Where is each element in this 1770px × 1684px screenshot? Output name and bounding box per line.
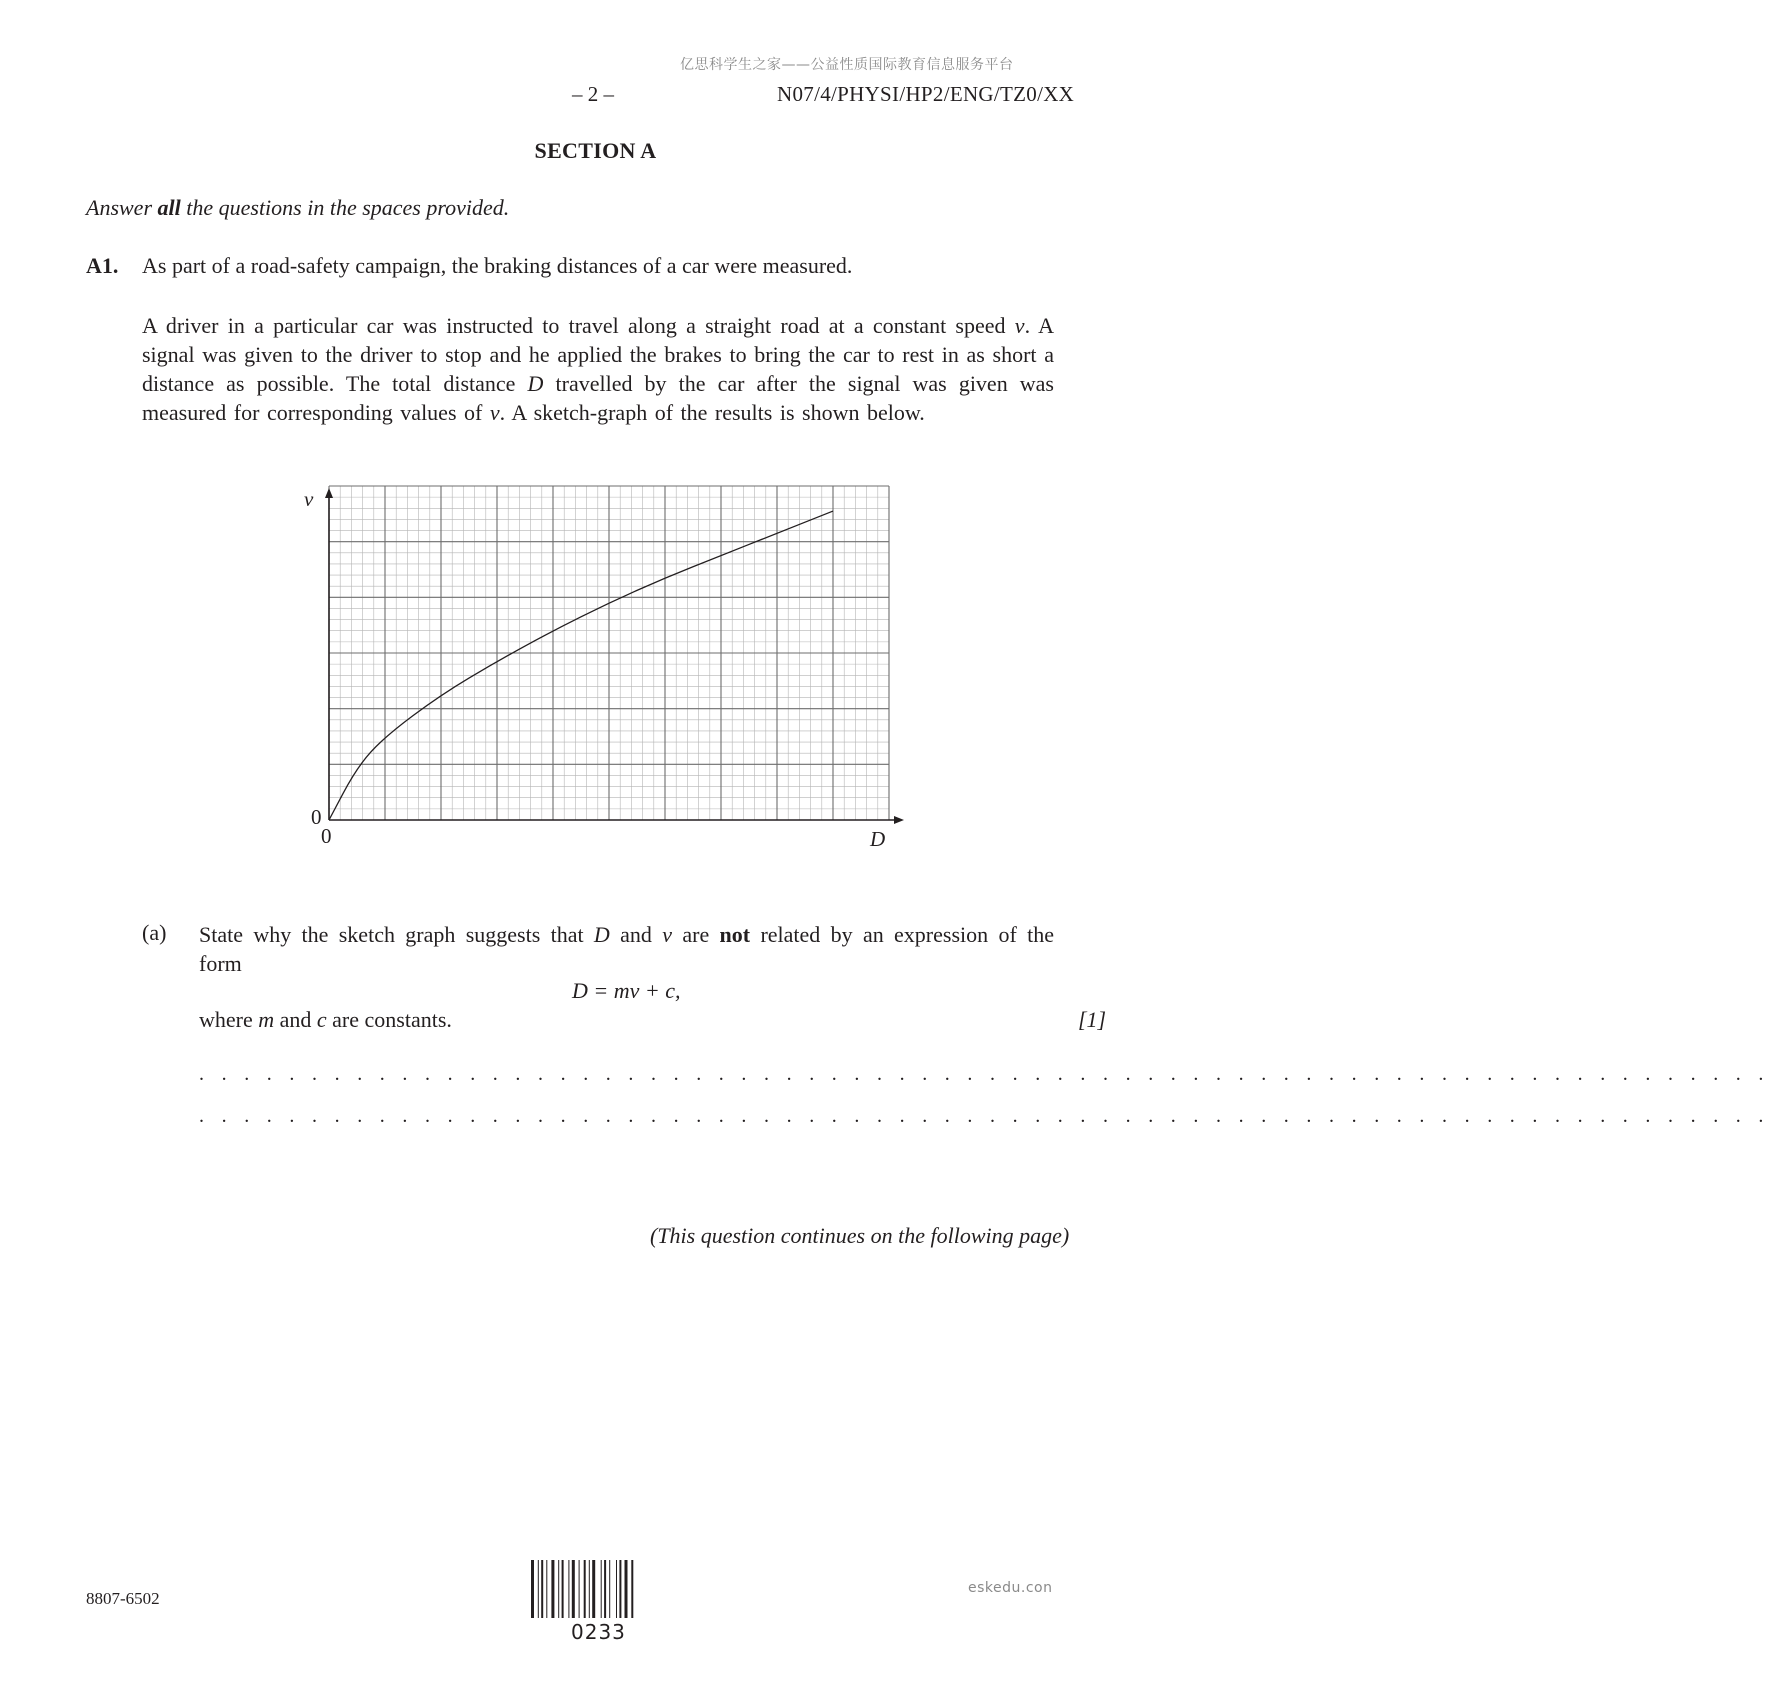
x-axis-arrow (894, 816, 904, 824)
barcode-bar (558, 1560, 559, 1618)
answer-line-1[interactable]: . . . . . . . . . . . . . . . . . . . . . . . . . . . . . . . . . . . . . . . . . . . . . . . . . . . . . . . . . . . . . . . . . . . . . . (199, 1063, 1770, 1085)
barcode-bar (531, 1560, 534, 1618)
barcode-bar (619, 1560, 621, 1618)
barcode-bar (584, 1560, 586, 1618)
barcode-bar (568, 1560, 569, 1618)
barcode-bar (562, 1560, 564, 1618)
section-title: SECTION A (534, 138, 657, 163)
where-clause: where m and c are constants. (199, 1007, 452, 1032)
question-intro: As part of a road-safety campaign, the braking distances of a car were measured. (142, 253, 853, 278)
barcode-bar (551, 1560, 554, 1618)
part-a-question: State why the sketch graph suggests that D and v are not related by an expression of the form (199, 922, 1055, 976)
barcode-bar (625, 1560, 628, 1618)
barcode-bar (601, 1560, 602, 1618)
barcode-bar (604, 1560, 606, 1618)
y-axis-label: v (304, 487, 314, 511)
question-number: A1. (86, 253, 119, 278)
answer-line-2[interactable]: . . . . . . . . . . . . . . . . . . . . . . . . . . . . . . . . . . . . . . . . . . . . . . . . . . . . . . . . . . . . . . . . . . . . . . (199, 1105, 1770, 1127)
question-description: A driver in a particular car was instructed to travel along a straight road at a constant speed v. A signal was given to the driver to stop and he applied the brakes to bring the car to rest in as short a distance as possible. The total distance D travelled by the car after the signal was given was measured for corresponding values of v. A sketch-graph of the results is shown below. (142, 313, 1054, 425)
x-origin-label: 0 (321, 824, 332, 848)
footer-code: 8807-6502 (86, 1589, 160, 1608)
y-origin-label: 0 (311, 805, 322, 829)
barcode-bar (609, 1560, 610, 1618)
barcode-bar (589, 1560, 590, 1618)
y-axis-arrow (325, 488, 333, 498)
page-number: – 2 – (572, 82, 614, 106)
watermark-text: 亿思科学生之家——公益性质国际教育信息服务平台 (680, 57, 1014, 73)
x-axis-label: D (870, 827, 886, 851)
barcode-bar (616, 1560, 617, 1618)
barcode-bar (546, 1560, 547, 1618)
site-watermark: eskedu.con (968, 1580, 1053, 1596)
v-versus-d-curve (329, 511, 833, 820)
grid-major (329, 486, 889, 820)
equation: D = mv + c, (572, 978, 681, 1003)
barcode-bar (541, 1560, 543, 1618)
barcode-bar (592, 1560, 595, 1618)
barcode-number: 0233 (571, 1620, 626, 1644)
barcode-bar (538, 1560, 539, 1618)
continue-note: (This question continues on the following page) (650, 1223, 1070, 1248)
barcode-bar (572, 1560, 575, 1618)
barcode-bar (579, 1560, 580, 1618)
part-a-label: (a) (142, 920, 167, 945)
paper-code: N07/4/PHYSI/HP2/ENG/TZ0/XX (777, 82, 1075, 106)
sketch-graph (296, 486, 916, 876)
instructions: Answer all the questions in the spaces provided. (86, 195, 510, 220)
barcode-bar (631, 1560, 633, 1618)
barcode (531, 1560, 665, 1618)
marks: [1] (1078, 1007, 1107, 1032)
